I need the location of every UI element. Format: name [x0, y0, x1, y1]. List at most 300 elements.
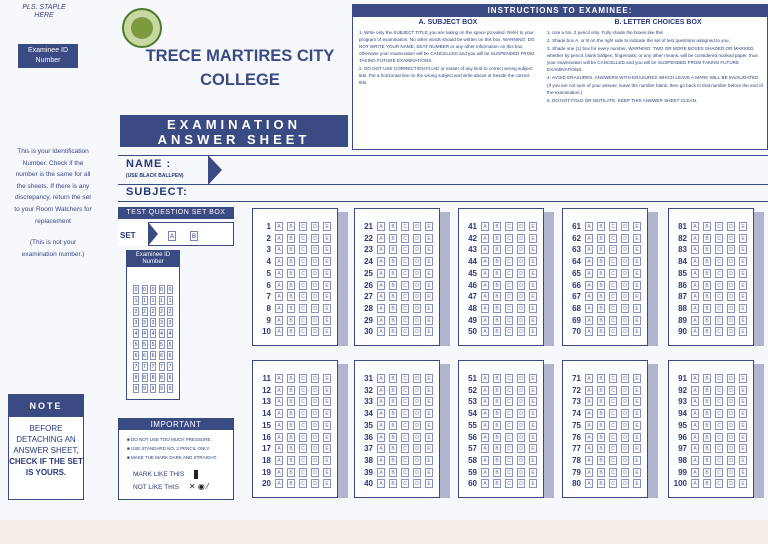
choice-bubble-c[interactable]: C	[401, 479, 409, 488]
id-digit-bubble[interactable]: 0	[168, 287, 172, 293]
choice-bubble-a[interactable]: A	[275, 386, 283, 395]
choice-bubble-a[interactable]: A	[585, 292, 593, 301]
choice-bubble-a[interactable]: A	[377, 234, 385, 243]
choice-bubble-c[interactable]: C	[715, 245, 723, 254]
choice-bubble-d[interactable]: D	[621, 386, 629, 395]
choice-bubble-d[interactable]: D	[311, 444, 319, 453]
choice-bubble-e[interactable]: E	[633, 479, 641, 488]
choice-bubble-d[interactable]: D	[517, 316, 525, 325]
choice-bubble-e[interactable]: E	[323, 257, 331, 266]
choice-bubble-d[interactable]: D	[621, 316, 629, 325]
choice-bubble-c[interactable]: C	[715, 316, 723, 325]
choice-bubble-c[interactable]: C	[505, 386, 513, 395]
choice-bubble-a[interactable]: A	[481, 479, 489, 488]
choice-bubble-c[interactable]: C	[299, 292, 307, 301]
choice-bubble-b[interactable]: B	[389, 456, 397, 465]
choice-bubble-b[interactable]: B	[493, 281, 501, 290]
choice-bubble-d[interactable]: D	[727, 304, 735, 313]
choice-bubble-e[interactable]: E	[529, 479, 537, 488]
choice-bubble-e[interactable]: E	[529, 397, 537, 406]
choice-bubble-e[interactable]: E	[739, 316, 747, 325]
choice-bubble-a[interactable]: A	[377, 444, 385, 453]
choice-bubble-c[interactable]: C	[401, 374, 409, 383]
choice-bubble-a[interactable]: A	[481, 234, 489, 243]
choice-bubble-d[interactable]: D	[621, 245, 629, 254]
choice-bubble-a[interactable]: A	[275, 374, 283, 383]
choice-bubble-e[interactable]: E	[323, 374, 331, 383]
choice-bubble-d[interactable]: D	[621, 409, 629, 418]
choice-bubble-d[interactable]: D	[727, 386, 735, 395]
choice-bubble-d[interactable]: D	[727, 222, 735, 231]
choice-bubble-c[interactable]: C	[299, 374, 307, 383]
choice-bubble-a[interactable]: A	[275, 245, 283, 254]
id-digit-bubble[interactable]: 6	[134, 353, 138, 359]
choice-bubble-b[interactable]: B	[389, 269, 397, 278]
choice-bubble-b[interactable]: B	[389, 433, 397, 442]
choice-bubble-b[interactable]: B	[597, 397, 605, 406]
choice-bubble-a[interactable]: A	[275, 316, 283, 325]
choice-bubble-e[interactable]: E	[739, 397, 747, 406]
choice-bubble-b[interactable]: B	[597, 281, 605, 290]
choice-bubble-a[interactable]: A	[275, 479, 283, 488]
id-digit-bubble[interactable]: 2	[168, 309, 172, 315]
choice-bubble-b[interactable]: B	[389, 281, 397, 290]
choice-bubble-e[interactable]: E	[529, 456, 537, 465]
choice-bubble-c[interactable]: C	[715, 386, 723, 395]
choice-bubble-e[interactable]: E	[425, 257, 433, 266]
choice-bubble-b[interactable]: B	[703, 292, 711, 301]
choice-bubble-d[interactable]: D	[727, 456, 735, 465]
choice-bubble-b[interactable]: B	[493, 234, 501, 243]
choice-bubble-b[interactable]: B	[493, 444, 501, 453]
choice-bubble-d[interactable]: D	[311, 456, 319, 465]
choice-bubble-a[interactable]: A	[691, 304, 699, 313]
choice-bubble-a[interactable]: A	[691, 292, 699, 301]
id-digit-bubble[interactable]: 6	[168, 353, 172, 359]
choice-bubble-e[interactable]: E	[739, 386, 747, 395]
id-digit-bubble[interactable]: 7	[168, 364, 172, 370]
choice-bubble-e[interactable]: E	[529, 292, 537, 301]
choice-bubble-d[interactable]: D	[311, 327, 319, 336]
choice-bubble-e[interactable]: E	[425, 269, 433, 278]
choice-bubble-a[interactable]: A	[481, 304, 489, 313]
id-digit-bubble[interactable]: 9	[168, 386, 172, 392]
choice-bubble-d[interactable]: D	[517, 281, 525, 290]
choice-bubble-a[interactable]: A	[377, 269, 385, 278]
choice-bubble-e[interactable]: E	[739, 468, 747, 477]
choice-bubble-a[interactable]: A	[377, 304, 385, 313]
choice-bubble-c[interactable]: C	[609, 304, 617, 313]
choice-bubble-a[interactable]: A	[585, 468, 593, 477]
id-digit-bubble[interactable]: 2	[143, 309, 146, 315]
choice-bubble-c[interactable]: C	[505, 444, 513, 453]
choice-bubble-e[interactable]: E	[425, 409, 433, 418]
choice-bubble-d[interactable]: D	[311, 245, 319, 254]
choice-bubble-a[interactable]: A	[275, 304, 283, 313]
choice-bubble-e[interactable]: E	[323, 234, 331, 243]
choice-bubble-b[interactable]: B	[389, 257, 397, 266]
choice-bubble-e[interactable]: E	[739, 281, 747, 290]
choice-bubble-e[interactable]: E	[633, 456, 641, 465]
choice-bubble-d[interactable]: D	[517, 397, 525, 406]
id-digit-bubble[interactable]: 2	[151, 309, 155, 315]
choice-bubble-a[interactable]: A	[585, 234, 593, 243]
choice-bubble-a[interactable]: A	[377, 327, 385, 336]
id-digit-bubble[interactable]: 9	[143, 386, 146, 392]
choice-bubble-c[interactable]: C	[715, 433, 723, 442]
choice-bubble-b[interactable]: B	[389, 292, 397, 301]
choice-bubble-a[interactable]: A	[691, 234, 699, 243]
id-digit-bubble[interactable]: 6	[143, 353, 146, 359]
choice-bubble-a[interactable]: A	[275, 444, 283, 453]
id-digit-bubble[interactable]: 3	[151, 320, 155, 326]
choice-bubble-c[interactable]: C	[609, 316, 617, 325]
choice-bubble-b[interactable]: B	[493, 292, 501, 301]
choice-bubble-a[interactable]: A	[275, 433, 283, 442]
id-digit-bubble[interactable]: 8	[151, 375, 155, 381]
choice-bubble-e[interactable]: E	[425, 456, 433, 465]
choice-bubble-d[interactable]: D	[621, 304, 629, 313]
choice-bubble-e[interactable]: E	[425, 386, 433, 395]
choice-bubble-e[interactable]: E	[739, 304, 747, 313]
choice-bubble-d[interactable]: D	[413, 444, 421, 453]
choice-bubble-b[interactable]: B	[597, 479, 605, 488]
choice-bubble-d[interactable]: D	[621, 468, 629, 477]
choice-bubble-a[interactable]: A	[585, 281, 593, 290]
id-digit-bubble[interactable]: 7	[134, 364, 138, 370]
choice-bubble-e[interactable]: E	[633, 292, 641, 301]
choice-bubble-b[interactable]: B	[287, 386, 295, 395]
choice-bubble-c[interactable]: C	[299, 222, 307, 231]
choice-bubble-c[interactable]: C	[609, 281, 617, 290]
choice-bubble-e[interactable]: E	[633, 222, 641, 231]
choice-bubble-d[interactable]: D	[311, 421, 319, 430]
choice-bubble-c[interactable]: C	[505, 292, 513, 301]
choice-bubble-b[interactable]: B	[287, 281, 295, 290]
choice-bubble-e[interactable]: E	[739, 374, 747, 383]
id-digit-bubble[interactable]: 8	[160, 375, 163, 381]
choice-bubble-a[interactable]: A	[691, 468, 699, 477]
choice-bubble-c[interactable]: C	[299, 421, 307, 430]
choice-bubble-a[interactable]: A	[481, 409, 489, 418]
choice-bubble-d[interactable]: D	[311, 386, 319, 395]
choice-bubble-e[interactable]: E	[323, 409, 331, 418]
choice-bubble-e[interactable]: E	[739, 234, 747, 243]
choice-bubble-e[interactable]: E	[633, 316, 641, 325]
choice-bubble-d[interactable]: D	[311, 269, 319, 278]
choice-bubble-c[interactable]: C	[715, 292, 723, 301]
choice-bubble-c[interactable]: C	[715, 397, 723, 406]
choice-bubble-b[interactable]: B	[287, 327, 295, 336]
choice-bubble-a[interactable]: A	[481, 444, 489, 453]
choice-bubble-b[interactable]: B	[703, 456, 711, 465]
choice-bubble-b[interactable]: B	[493, 304, 501, 313]
choice-bubble-a[interactable]: A	[275, 222, 283, 231]
choice-bubble-c[interactable]: C	[505, 479, 513, 488]
id-digit-bubble[interactable]: 1	[134, 298, 138, 304]
choice-bubble-a[interactable]: A	[275, 257, 283, 266]
choice-bubble-e[interactable]: E	[529, 409, 537, 418]
choice-bubble-e[interactable]: E	[739, 222, 747, 231]
choice-bubble-d[interactable]: D	[311, 397, 319, 406]
choice-bubble-a[interactable]: A	[377, 409, 385, 418]
choice-bubble-a[interactable]: A	[275, 409, 283, 418]
choice-bubble-e[interactable]: E	[529, 433, 537, 442]
choice-bubble-e[interactable]: E	[425, 292, 433, 301]
choice-bubble-e[interactable]: E	[633, 397, 641, 406]
choice-bubble-e[interactable]: E	[739, 479, 747, 488]
choice-bubble-d[interactable]: D	[727, 292, 735, 301]
choice-bubble-d[interactable]: D	[727, 281, 735, 290]
choice-bubble-c[interactable]: C	[609, 257, 617, 266]
choice-bubble-d[interactable]: D	[727, 327, 735, 336]
choice-bubble-c[interactable]: C	[401, 304, 409, 313]
choice-bubble-d[interactable]: D	[311, 374, 319, 383]
choice-bubble-a[interactable]: A	[691, 316, 699, 325]
choice-bubble-e[interactable]: E	[739, 245, 747, 254]
choice-bubble-b[interactable]: B	[389, 444, 397, 453]
id-digit-bubble[interactable]: 1	[143, 298, 146, 304]
choice-bubble-c[interactable]: C	[401, 468, 409, 477]
choice-bubble-c[interactable]: C	[299, 456, 307, 465]
choice-bubble-e[interactable]: E	[633, 304, 641, 313]
choice-bubble-b[interactable]: B	[389, 397, 397, 406]
choice-bubble-c[interactable]: C	[401, 409, 409, 418]
choice-bubble-a[interactable]: A	[377, 433, 385, 442]
choice-bubble-c[interactable]: C	[299, 257, 307, 266]
choice-bubble-d[interactable]: D	[727, 444, 735, 453]
choice-bubble-a[interactable]: A	[691, 281, 699, 290]
choice-bubble-c[interactable]: C	[609, 222, 617, 231]
choice-bubble-b[interactable]: B	[389, 222, 397, 231]
choice-bubble-d[interactable]: D	[727, 468, 735, 477]
choice-bubble-b[interactable]: B	[493, 397, 501, 406]
choice-bubble-e[interactable]: E	[323, 456, 331, 465]
choice-bubble-d[interactable]: D	[413, 397, 421, 406]
choice-bubble-d[interactable]: D	[311, 433, 319, 442]
choice-bubble-a[interactable]: A	[481, 222, 489, 231]
id-digit-bubble[interactable]: 5	[168, 342, 172, 348]
choice-bubble-b[interactable]: B	[389, 409, 397, 418]
choice-bubble-d[interactable]: D	[311, 257, 319, 266]
choice-bubble-c[interactable]: C	[401, 234, 409, 243]
choice-bubble-d[interactable]: D	[413, 222, 421, 231]
choice-bubble-d[interactable]: D	[311, 292, 319, 301]
choice-bubble-b[interactable]: B	[703, 374, 711, 383]
choice-bubble-a[interactable]: A	[481, 245, 489, 254]
choice-bubble-b[interactable]: B	[703, 444, 711, 453]
choice-bubble-c[interactable]: C	[715, 269, 723, 278]
choice-bubble-b[interactable]: B	[287, 421, 295, 430]
id-digit-bubble[interactable]: 2	[134, 309, 138, 315]
choice-bubble-d[interactable]: D	[311, 468, 319, 477]
id-digit-bubble[interactable]: 8	[134, 375, 138, 381]
choice-bubble-c[interactable]: C	[609, 456, 617, 465]
id-digit-bubble[interactable]: 6	[160, 353, 163, 359]
id-digit-bubble[interactable]: 6	[151, 353, 155, 359]
choice-bubble-a[interactable]: A	[691, 409, 699, 418]
choice-bubble-d[interactable]: D	[621, 456, 629, 465]
id-digit-bubble[interactable]: 1	[151, 298, 155, 304]
choice-bubble-a[interactable]: A	[275, 292, 283, 301]
choice-bubble-c[interactable]: C	[505, 281, 513, 290]
choice-bubble-a[interactable]: A	[585, 433, 593, 442]
choice-bubble-e[interactable]: E	[529, 281, 537, 290]
choice-bubble-c[interactable]: C	[505, 257, 513, 266]
choice-bubble-b[interactable]: B	[703, 222, 711, 231]
choice-bubble-a[interactable]: A	[275, 269, 283, 278]
choice-bubble-d[interactable]: D	[727, 479, 735, 488]
choice-bubble-b[interactable]: B	[597, 386, 605, 395]
id-digit-bubble[interactable]: 2	[160, 309, 163, 315]
choice-bubble-b[interactable]: B	[287, 468, 295, 477]
choice-bubble-e[interactable]: E	[425, 222, 433, 231]
choice-bubble-a[interactable]: A	[585, 386, 593, 395]
choice-bubble-c[interactable]: C	[299, 245, 307, 254]
choice-bubble-e[interactable]: E	[425, 479, 433, 488]
choice-bubble-e[interactable]: E	[633, 421, 641, 430]
choice-bubble-b[interactable]: B	[703, 479, 711, 488]
choice-bubble-e[interactable]: E	[323, 444, 331, 453]
choice-bubble-c[interactable]: C	[401, 292, 409, 301]
choice-bubble-e[interactable]: E	[425, 421, 433, 430]
choice-bubble-e[interactable]: E	[425, 444, 433, 453]
choice-bubble-b[interactable]: B	[597, 421, 605, 430]
choice-bubble-b[interactable]: B	[389, 479, 397, 488]
choice-bubble-c[interactable]: C	[401, 257, 409, 266]
choice-bubble-c[interactable]: C	[299, 281, 307, 290]
choice-bubble-b[interactable]: B	[389, 374, 397, 383]
choice-bubble-b[interactable]: B	[597, 234, 605, 243]
id-digit-bubble[interactable]: 7	[143, 364, 146, 370]
choice-bubble-c[interactable]: C	[715, 234, 723, 243]
choice-bubble-d[interactable]: D	[413, 479, 421, 488]
choice-bubble-d[interactable]: D	[311, 281, 319, 290]
choice-bubble-e[interactable]: E	[529, 245, 537, 254]
choice-bubble-c[interactable]: C	[401, 327, 409, 336]
choice-bubble-e[interactable]: E	[425, 327, 433, 336]
choice-bubble-b[interactable]: B	[703, 433, 711, 442]
choice-bubble-c[interactable]: C	[609, 397, 617, 406]
choice-bubble-a[interactable]: A	[377, 222, 385, 231]
choice-bubble-a[interactable]: A	[481, 468, 489, 477]
choice-bubble-c[interactable]: C	[299, 327, 307, 336]
id-digit-bubble[interactable]: 0	[134, 287, 138, 293]
choice-bubble-e[interactable]: E	[529, 316, 537, 325]
choice-bubble-a[interactable]: A	[275, 281, 283, 290]
choice-bubble-e[interactable]: E	[529, 257, 537, 266]
choice-bubble-d[interactable]: D	[621, 281, 629, 290]
choice-bubble-c[interactable]: C	[299, 304, 307, 313]
choice-bubble-a[interactable]: A	[377, 456, 385, 465]
set-choice-a[interactable]: A	[168, 231, 176, 241]
choice-bubble-a[interactable]: A	[377, 316, 385, 325]
choice-bubble-a[interactable]: A	[691, 479, 699, 488]
choice-bubble-a[interactable]: A	[585, 222, 593, 231]
choice-bubble-a[interactable]: A	[481, 456, 489, 465]
choice-bubble-d[interactable]: D	[621, 374, 629, 383]
id-digit-bubble[interactable]: 0	[160, 287, 163, 293]
choice-bubble-a[interactable]: A	[275, 456, 283, 465]
choice-bubble-c[interactable]: C	[505, 234, 513, 243]
choice-bubble-b[interactable]: B	[493, 468, 501, 477]
choice-bubble-b[interactable]: B	[493, 374, 501, 383]
choice-bubble-c[interactable]: C	[505, 222, 513, 231]
choice-bubble-a[interactable]: A	[481, 374, 489, 383]
choice-bubble-b[interactable]: B	[389, 468, 397, 477]
id-digit-bubble[interactable]: 5	[134, 342, 138, 348]
choice-bubble-b[interactable]: B	[597, 468, 605, 477]
choice-bubble-a[interactable]: A	[377, 257, 385, 266]
choice-bubble-b[interactable]: B	[389, 245, 397, 254]
choice-bubble-e[interactable]: E	[529, 386, 537, 395]
choice-bubble-c[interactable]: C	[401, 245, 409, 254]
choice-bubble-a[interactable]: A	[691, 269, 699, 278]
choice-bubble-c[interactable]: C	[609, 234, 617, 243]
choice-bubble-e[interactable]: E	[529, 222, 537, 231]
choice-bubble-e[interactable]: E	[425, 397, 433, 406]
choice-bubble-c[interactable]: C	[299, 269, 307, 278]
choice-bubble-a[interactable]: A	[377, 397, 385, 406]
choice-bubble-e[interactable]: E	[425, 304, 433, 313]
choice-bubble-d[interactable]: D	[413, 456, 421, 465]
choice-bubble-c[interactable]: C	[505, 316, 513, 325]
choice-bubble-c[interactable]: C	[609, 292, 617, 301]
choice-bubble-b[interactable]: B	[703, 421, 711, 430]
choice-bubble-a[interactable]: A	[691, 386, 699, 395]
choice-bubble-d[interactable]: D	[413, 421, 421, 430]
choice-bubble-e[interactable]: E	[323, 433, 331, 442]
choice-bubble-c[interactable]: C	[715, 456, 723, 465]
choice-bubble-d[interactable]: D	[413, 468, 421, 477]
id-digit-bubble[interactable]: 9	[134, 386, 138, 392]
choice-bubble-b[interactable]: B	[703, 269, 711, 278]
choice-bubble-c[interactable]: C	[715, 374, 723, 383]
choice-bubble-a[interactable]: A	[691, 456, 699, 465]
choice-bubble-e[interactable]: E	[633, 281, 641, 290]
choice-bubble-b[interactable]: B	[597, 222, 605, 231]
choice-bubble-b[interactable]: B	[287, 292, 295, 301]
id-digit-bubble[interactable]: 0	[151, 287, 155, 293]
id-digit-bubble[interactable]: 4	[151, 331, 155, 337]
choice-bubble-d[interactable]: D	[311, 234, 319, 243]
choice-bubble-d[interactable]: D	[517, 479, 525, 488]
choice-bubble-d[interactable]: D	[517, 374, 525, 383]
id-digit-bubble[interactable]: 3	[134, 320, 138, 326]
choice-bubble-d[interactable]: D	[621, 433, 629, 442]
choice-bubble-d[interactable]: D	[621, 444, 629, 453]
choice-bubble-b[interactable]: B	[287, 433, 295, 442]
choice-bubble-b[interactable]: B	[493, 316, 501, 325]
choice-bubble-d[interactable]: D	[727, 316, 735, 325]
choice-bubble-c[interactable]: C	[299, 433, 307, 442]
choice-bubble-d[interactable]: D	[517, 456, 525, 465]
choice-bubble-e[interactable]: E	[633, 386, 641, 395]
choice-bubble-e[interactable]: E	[323, 316, 331, 325]
choice-bubble-c[interactable]: C	[401, 269, 409, 278]
choice-bubble-d[interactable]: D	[413, 269, 421, 278]
choice-bubble-c[interactable]: C	[505, 433, 513, 442]
choice-bubble-e[interactable]: E	[633, 444, 641, 453]
choice-bubble-e[interactable]: E	[529, 468, 537, 477]
id-digit-bubble[interactable]: 9	[160, 386, 163, 392]
choice-bubble-b[interactable]: B	[389, 234, 397, 243]
choice-bubble-c[interactable]: C	[505, 468, 513, 477]
choice-bubble-a[interactable]: A	[691, 222, 699, 231]
choice-bubble-a[interactable]: A	[377, 374, 385, 383]
choice-bubble-b[interactable]: B	[493, 269, 501, 278]
choice-bubble-c[interactable]: C	[299, 409, 307, 418]
